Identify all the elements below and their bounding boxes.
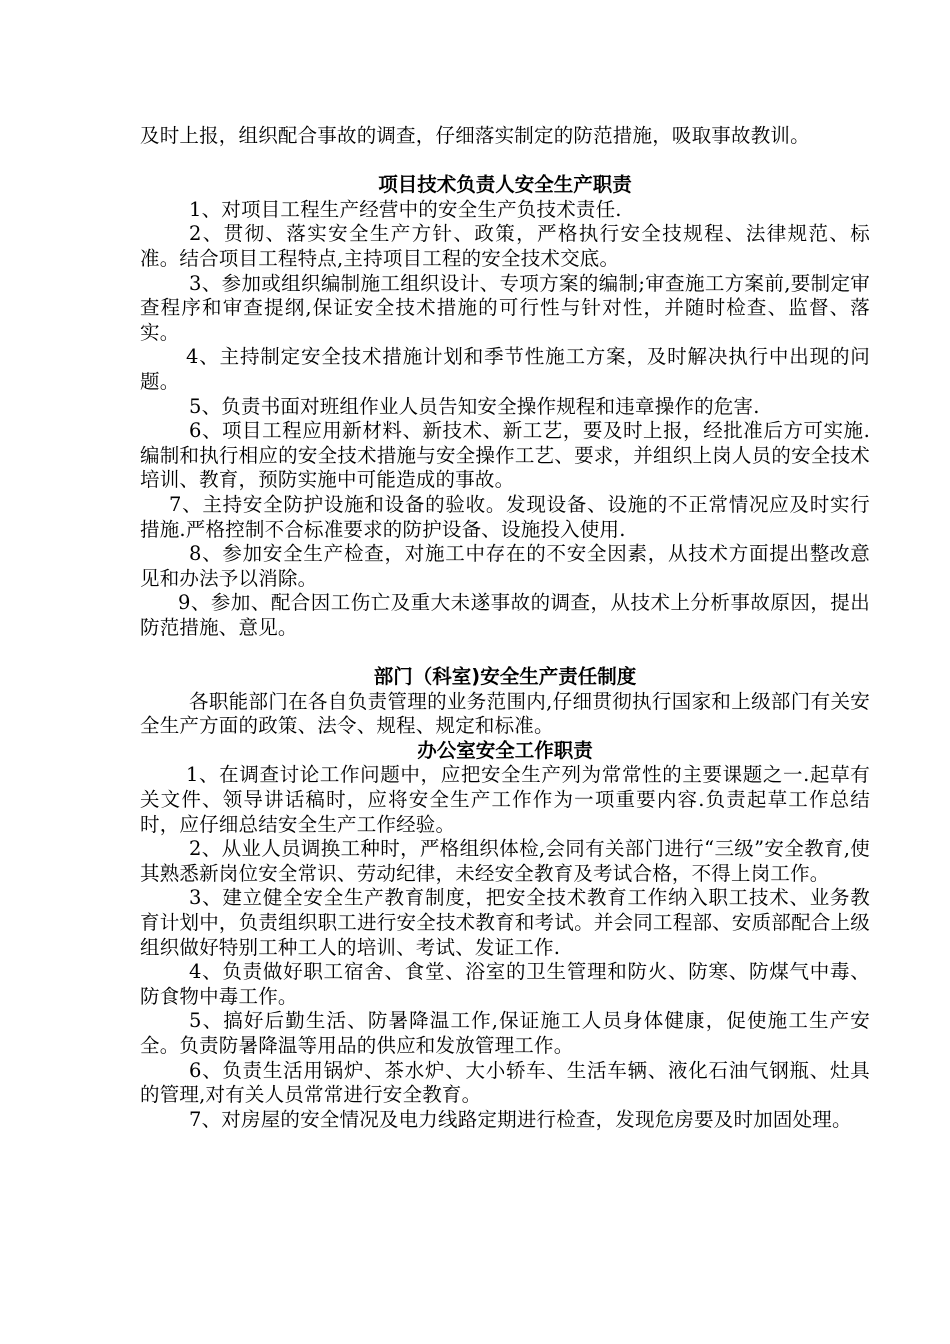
- office-item-2: 2、从业人员调换工种时，严格组织体检,会同有关部门进行“三级”安全教育,使其熟悉新岗位安全常识、劳动纪律，未经安全教育及考试合格，不得上岗工作。: [140, 837, 870, 885]
- tech-item-4: 4、主持制定安全技术措施计划和季节性施工方案，及时解决执行中出现的问题。: [140, 345, 870, 393]
- tech-item-5: 5、负责书面对班组作业人员告知安全操作规程和违章操作的危害.: [189, 394, 760, 418]
- section-title-tech: 项目技术负责人安全生产职责: [378, 173, 632, 197]
- tech-item-8: 8、参加安全生产检查，对施工中存在的不安全因素，从技术方面提出整改意见和办法予以消除。: [140, 542, 870, 590]
- spacer: [140, 640, 870, 665]
- dept-body: 各职能部门在各自负责管理的业务范围内,仔细贯彻执行国家和上级部门有关安全生产方面的政策、法令、规程、规定和标准。: [140, 689, 870, 738]
- tech-item-7: 7、主持安全防护设施和设备的验收。发现设备、设施的不正常情况应及时实行措施.严格控制不合标准要求的防护设备、设施投入使用.: [140, 492, 870, 541]
- spacer: [140, 149, 870, 174]
- office-item-5: 5、搞好后勤生活、防暑降温工作,保证施工人员身体健康，促使施工生产安全。负责防暑降温等用品的供应和发放管理工作。: [140, 1009, 870, 1057]
- section-title-dept: 部门（科室)安全生产责任制度: [373, 665, 637, 689]
- office-item-3: 3、建立健全安全生产教育制度，把安全技术教育工作纳入职工技术、业务教育计划中，负责组织职工进行安全技术教育和考试。并会同工程部、安质部配合上级组织做好特别工种工人的培训、考试、发证工作.: [140, 886, 870, 959]
- intro-continuation: 及时上报，组织配合事故的调查，仔细落实制定的防范措施，吸取事故教训。: [140, 124, 810, 147]
- tech-item-9: 9、参加、配合因工伤亡及重大未遂事故的调查，从技术上分析事故原因，提出防范措施、意见。: [140, 591, 870, 639]
- tech-item-1: 1、对项目工程生产经营中的安全生产负技术责任.: [189, 197, 622, 221]
- office-item-1: 1、在调查讨论工作问题中，应把安全生产列为常常性的主要课题之一.起草有关文件、领导讲话稿时，应将安全生产工作作为一项重要内容.负责起草工作总结时，应仔细总结安全生产工作经验。: [140, 763, 870, 836]
- office-item-6: 6、负责生活用锅炉、茶水炉、大小轿车、生活车辆、液化石油气钢瓶、灶具的管理,对有关人员常常进行安全教育。: [140, 1058, 870, 1107]
- tech-item-6: 6、项目工程应用新材料、新技术、新工艺，要及时上报，经批准后方可实施.编制和执行相应的安全技术措施与安全操作工艺、要求，并组织上岗人员的安全技术培训、教育，预防实施中可能造成的事故。: [140, 419, 870, 492]
- office-item-7: 7、对房屋的安全情况及电力线路定期进行检查，发现危房要及时加固处理。: [189, 1107, 852, 1131]
- office-item-4: 4、负责做好职工宿舍、食堂、浴室的卫生管理和防火、防寒、防煤气中毒、防食物中毒工作。: [140, 960, 870, 1008]
- tech-item-2: 2、贯彻、落实安全生产方针、政策，严格执行安全技规程、法律规范、标准。结合项目工程特点,主持项目工程的安全技术交底。: [140, 222, 870, 270]
- section-title-office: 办公室安全工作职责: [417, 738, 593, 762]
- document-page: [140, 124, 870, 1132]
- tech-item-3: 3、参加或组织编制施工组织设计、专项方案的编制;审查施工方案前,要制定审查程序和审查提纲,保证安全技术措施的可行性与针对性，并随时检查、监督、落实。: [140, 271, 870, 344]
